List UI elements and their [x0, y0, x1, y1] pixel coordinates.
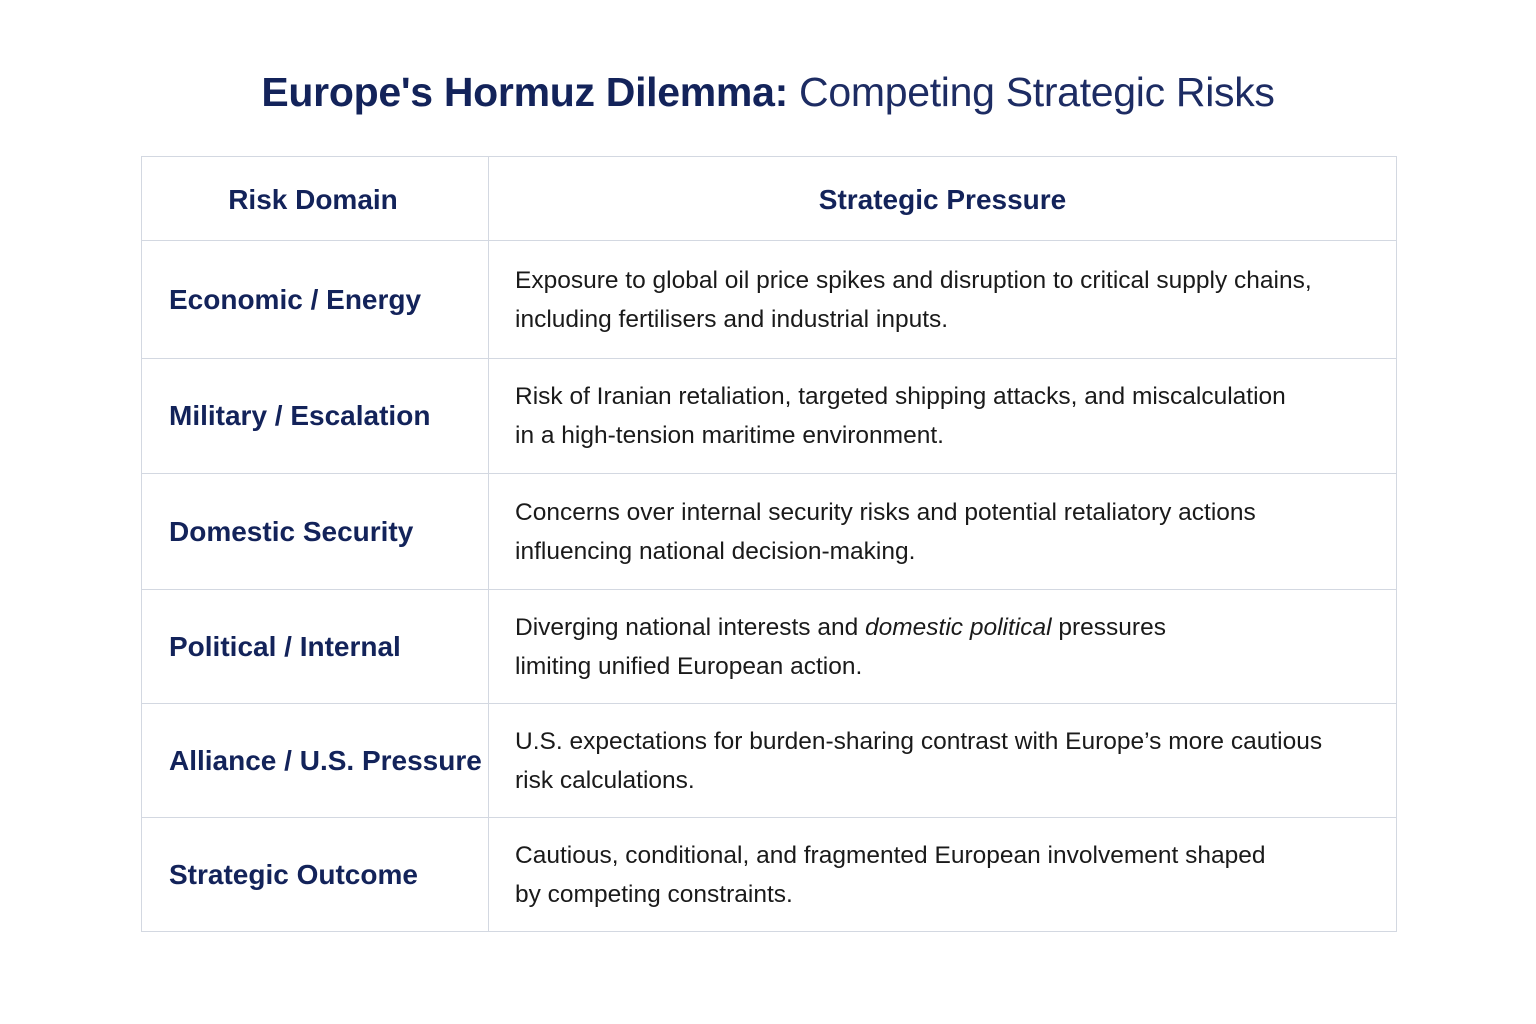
- page-title: [0, 62, 1536, 122]
- risk-domain-cell: Strategic Outcome: [142, 818, 489, 932]
- pressure-line: Risk of Iranian retaliation, targeted shipping attacks, and miscalculation: [515, 383, 1286, 410]
- risk-domain-cell: Economic / Energy: [142, 241, 489, 359]
- page-title-bold: Europe's Hormuz Dilemma:: [261, 69, 788, 115]
- strategic-pressure-cell: [489, 474, 1397, 590]
- pressure-line: Exposure to global oil price spikes and disruption to critical supply chains,: [515, 266, 1312, 294]
- pressure-line: risk calculations.: [515, 766, 695, 794]
- pressure-line: influencing national decision-making.: [515, 537, 916, 565]
- strategic-pressure-cell: [489, 241, 1397, 359]
- pressure-italic-text: domestic political: [865, 613, 1052, 641]
- pressure-line: by competing constraints.: [515, 880, 793, 908]
- strategic-pressure-cell: [489, 359, 1397, 474]
- column-header-strategic-pressure: Strategic Pressure: [489, 157, 1397, 241]
- risk-domain-cell: Political / Internal: [142, 590, 489, 704]
- risk-domain-cell: Military / Escalation: [142, 359, 489, 474]
- pressure-text: pressures: [1051, 613, 1166, 641]
- table-row: [142, 474, 1397, 590]
- pressure-line: including fertilisers and industrial inputs.: [515, 305, 949, 333]
- strategic-pressure-cell: [489, 818, 1397, 932]
- column-header-risk-domain: Risk Domain: [142, 157, 489, 241]
- table-row: [142, 590, 1397, 704]
- risk-domain-cell: Domestic Security: [142, 474, 489, 590]
- pressure-line: U.S. expectations for burden-sharing contrast with Europe’s more cautious: [515, 727, 1323, 755]
- table-header-row: [142, 157, 1397, 241]
- strategic-pressure-cell: [489, 590, 1397, 704]
- risk-table: [141, 156, 1397, 932]
- pressure-line: Cautious, conditional, and fragmented European involvement shaped: [515, 841, 1266, 869]
- pressure-line: limiting unified European action.: [515, 652, 863, 680]
- table-row: [142, 241, 1397, 359]
- table-row: [142, 818, 1397, 932]
- pressure-line: in a high-tension maritime environment.: [515, 422, 944, 449]
- strategic-pressure-cell: [489, 704, 1397, 818]
- table-row: [142, 359, 1397, 474]
- table-row: [142, 704, 1397, 818]
- pressure-text: Diverging national interests and: [515, 613, 866, 641]
- pressure-line: Concerns over internal security risks and potential retaliatory actions: [515, 498, 1256, 526]
- pressure-line: [515, 608, 1376, 647]
- risk-domain-cell: Alliance / U.S. Pressure: [142, 704, 489, 818]
- page-title-subtitle: Competing Strategic Risks: [799, 69, 1275, 115]
